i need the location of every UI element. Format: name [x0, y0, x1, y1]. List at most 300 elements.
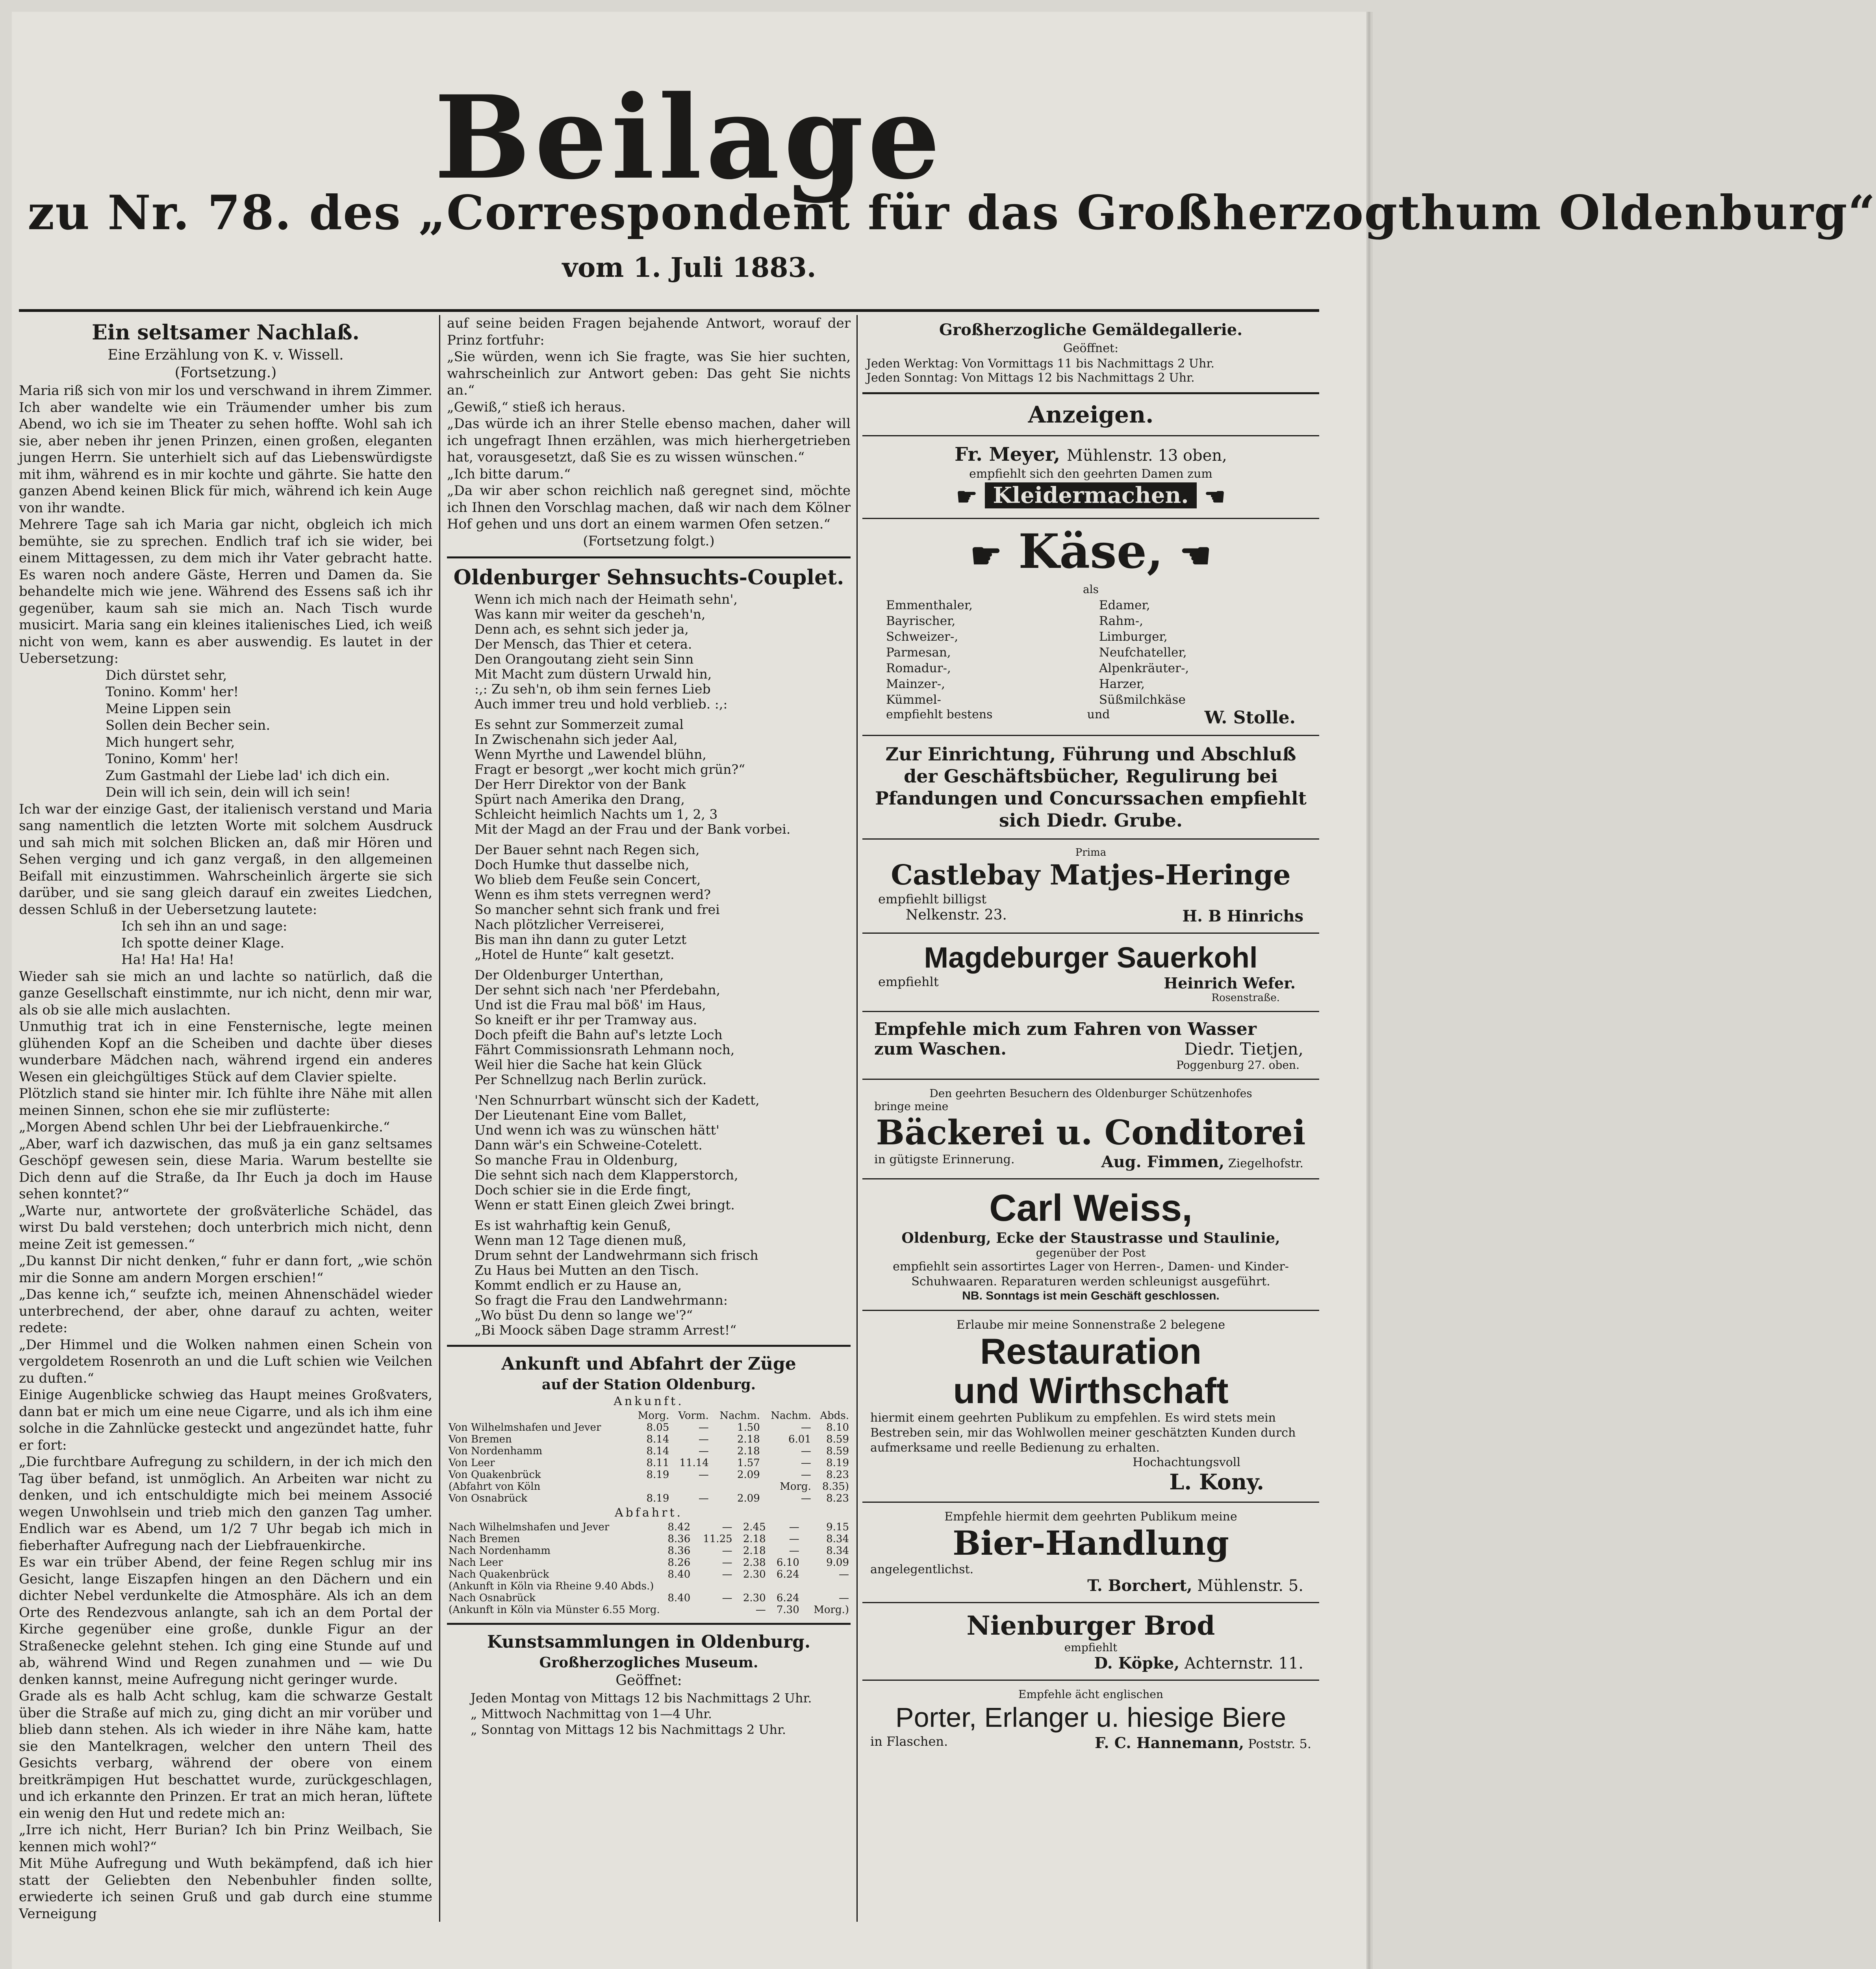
time-cell: 2.18: [737, 1433, 760, 1445]
gallery-title: Großherzogliche Gemäldegallerie.: [939, 321, 1243, 339]
time-cell: —: [755, 1604, 766, 1616]
list-item: Romadur-,: [886, 661, 951, 676]
time-cell: —: [722, 1545, 732, 1557]
verse-line: Wenn es ihm stets verregnen werd?: [475, 887, 711, 902]
verse-line: Doch pfeift die Bahn auf's letzte Loch: [475, 1027, 723, 1042]
story-paragraph: Plötzlich stand sie hinter mir. Ich fühlte ihre Nähe mit allen meinen Sinnen, schon ehe sie mir zuflüsterte:: [19, 1086, 432, 1118]
pointing-hand-left-icon: ☚: [1204, 483, 1225, 511]
time-cell: 1.50: [737, 1422, 760, 1433]
ad-text: hiermit einem geehrten Publikum zu empfehlen. Es wird stets mein Bestreben sein, mir das Wohlwollen meiner geschätzten Kunden durch aufmerksame und reelle Bedienung zu erhalten.: [870, 1411, 1296, 1455]
ad-text: empfiehlt sein assortirtes Lager von Herren-, Damen- und Kinder-Schuhwaaren. Reparaturen werden schleunigst ausgeführt.: [893, 1260, 1289, 1289]
story-paragraph: „Das würde ich an ihrer Stelle ebenso machen, daher will ich ungefragt Ihnen erzählen, was mich hierhergetrieben hat, vorausgesetzt, daß Sie es zu wissen wünschen.“: [447, 416, 851, 465]
verse-line: „Bi Moock säben Dage stramm Arrest!“: [475, 1322, 737, 1338]
departures-label: Abfahrt.: [614, 1506, 683, 1520]
couplet-verse-6: [447, 1218, 851, 1338]
water-ad-text: Empfehle mich zum Fahren von Wasser: [874, 1019, 1257, 1040]
time-cell: 9.15: [826, 1521, 849, 1533]
museum-title: Kunstsammlungen in Oldenburg.: [487, 1632, 811, 1652]
couplet-verse-2: [447, 717, 851, 837]
list-item: Edamer,: [1099, 598, 1150, 613]
restaurant-ad-title: Restauration: [980, 1331, 1202, 1372]
list-item: Mainzer-,: [886, 677, 945, 692]
ad-text: angelegentlichst.: [870, 1563, 974, 1577]
time-cell: 6.01: [788, 1433, 811, 1445]
section-rule: [862, 1011, 1319, 1012]
story-paragraph: „Du kannst Dir nicht denken,“ fuhr er dann fort, „wie schön mir die Sonne am andern Morgen erschien!“: [19, 1253, 432, 1286]
ad-text: bringe meine: [874, 1100, 949, 1113]
column-header: Vorm.: [678, 1410, 709, 1422]
sauerkohl-footer: [862, 974, 1319, 992]
verse-line: Doch schier sie in die Erde fingt,: [475, 1182, 691, 1198]
time-cell: 8.59: [826, 1433, 849, 1445]
hours-line: „ Mittwoch Nachmittag von 1—4 Uhr.: [471, 1706, 712, 1721]
time-cell: —: [698, 1433, 709, 1445]
verse-line: Wenn ich mich nach der Heimath sehn',: [475, 591, 738, 607]
story-paragraph: Wieder sah sie mich an und lachte so natürlich, daß die ganze Gesellschaft einstimmte, nur ich nicht, denn mir war, als ob sie alle mich auslachten.: [19, 968, 432, 1018]
time-cell: —: [801, 1457, 811, 1469]
time-cell: [630, 1481, 671, 1493]
advertiser-name: Diedr. Tietjen,: [1184, 1039, 1303, 1059]
time-cell: —: [839, 1592, 849, 1604]
verse-line: Wo blieb dem Feuße sein Concert,: [475, 872, 701, 887]
time-cell: 8.23: [826, 1493, 849, 1504]
table-row: [447, 1422, 851, 1433]
list-item: Emmenthaler,: [886, 598, 973, 613]
story-paragraph: Es war ein trüber Abend, der feine Regen schlug mir ins Gesicht, lange Eiszapfen hingen an den Dächern und ein dichter Nebel verdunkelte die Atmosphäre. Als ich an dem Orte des Rendezvous anlangte, sah ich an dem Portal der Kirche gegenüber eine große, dunkle Figur an der Straßenecke gelehnt stehen. Ich ging eine Stunde auf und ab, während Wind und Regen zunahmen und — wie Du denken kannst, meine Aufregung nicht geringer wurde.: [19, 1554, 432, 1687]
service-label: Kleidermachen.: [985, 482, 1196, 508]
song-verse-2: [19, 918, 432, 968]
story-paragraph: „Die furchtbare Aufregung zu schildern, in der ich mich den Tag über befand, ist unmöglich. An Arbeiten war nicht zu denken, und ich entschuldigte mich bei meinem Associé wegen Unwohlsein und trieb mich den ganzen Tag umher. Endlich war es Abend, um 1/2 7 Uhr begab ich mich in fieberhafter Aufregung nach der Liebfrauenkirche.: [19, 1454, 432, 1554]
table-row: [447, 1445, 851, 1457]
verse-line: Der Lieutenant Eine vom Ballet,: [475, 1107, 687, 1123]
advertiser-address: Nelkenstr. 23.: [906, 907, 1007, 923]
verse-line: Der sehnt sich nach 'ner Pferdebahn,: [475, 982, 721, 997]
ad-text: empfiehlt sich den geehrten Damen zum: [969, 467, 1212, 481]
verse-line: „Hotel de Hunte“ kalt gesetzt.: [475, 947, 675, 962]
story-paragraph: „Da wir aber schon reichlich naß geregnet sind, möchte ich Ihnen den Vorschlag machen, daß wir nach dem Kölner Hof gehen und uns dort an einem warmen Ofen setzen.“: [447, 483, 851, 532]
verse-line: Der Mensch, das Thier et cetera.: [475, 636, 692, 652]
museum-subtitle: Großherzogliches Museum.: [539, 1654, 758, 1671]
verse-line: Die sehnt sich nach dem Klapperstorch,: [475, 1167, 738, 1183]
verse-line: Mich hungert sehr,: [106, 734, 235, 750]
ad-text: empfiehlt billigst: [878, 892, 987, 907]
verse-line: Und ist die Frau mal böß' im Haus,: [475, 997, 706, 1012]
column-divider-2: [856, 315, 858, 1922]
ad-text: empfiehlt: [1064, 1641, 1118, 1654]
cheese-footer: [862, 708, 1319, 728]
time-cell: 8.10: [826, 1422, 849, 1433]
ad-text: Prima: [1075, 847, 1107, 859]
story-paragraph: „Sie würden, wenn ich Sie fragte, was Sie hier suchten, wahrscheinlich zur Antwort geben: Das geht Sie nichts an.“: [447, 349, 851, 398]
verse-line: 'Nen Schnurrbart wünscht sich der Kadett,: [475, 1092, 760, 1108]
verse-line: So mancher sehnt sich frank und frei: [475, 902, 720, 917]
cheese-list: [862, 597, 1319, 708]
verse-line: Wenn man 12 Tage dienen muß,: [475, 1233, 687, 1248]
ad-note: NB. Sonntags ist mein Geschäft geschlossen.: [962, 1289, 1220, 1303]
time-cell: —: [789, 1521, 799, 1533]
ad-text: in Flaschen.: [870, 1734, 948, 1749]
newspaper-page: [12, 12, 1876, 1969]
section-rule: [862, 1602, 1319, 1603]
station-cell: Nach Wilhelmshafen und Jever: [449, 1521, 610, 1533]
verse-line: Tonino. Komm' her!: [106, 684, 239, 700]
hours-line: Jeden Werktag: Von Vormittags 11 bis Nachmittags 2 Uhr.: [866, 357, 1215, 371]
verse-line: So manche Frau in Oldenburg,: [475, 1152, 678, 1168]
hours-line: „ Sonntag von Mittags 12 bis Nachmittags 2 Uhr.: [471, 1722, 786, 1737]
time-cell: 7.30: [776, 1604, 799, 1616]
verse-line: Dein will ich sein, dein will ich sein!: [106, 784, 351, 800]
time-cell: 8.40: [667, 1592, 691, 1604]
table-row: [447, 1533, 851, 1545]
time-cell: —: [722, 1521, 732, 1533]
time-cell: 8.42: [667, 1521, 691, 1533]
story-paragraph: „Warte nur, antwortete der großväterliche Schädel, das wirst Du bald verstehen; doch unterbrich mich nicht, denn meine Zeit ist gemessen.“: [19, 1203, 432, 1252]
ad-text: Empfehle hiermit dem geehrten Publikum meine: [944, 1510, 1237, 1524]
verse-line: Per Schnellzug nach Berlin zurück.: [475, 1072, 707, 1087]
verse-line: Meine Lippen sein: [106, 701, 231, 717]
table-row: [447, 1580, 851, 1592]
section-rule: [862, 838, 1319, 840]
ad-text: zum Waschen.: [874, 1039, 1007, 1059]
table-row: [447, 1457, 851, 1469]
list-item: Limburger,: [1099, 630, 1168, 644]
pointing-hand-left-icon: ☚: [1179, 535, 1212, 577]
ad-text: und: [1087, 708, 1110, 722]
herring-ad-title: Castlebay Matjes-Heringe: [891, 858, 1291, 892]
story-paragraph: Grade als es halb Acht schlug, kam die schwarze Gestalt über die Straße auf mich zu, ging dicht an mir vorüber und blieb dann stehen. Als ich wieder in ihre Nähe kam, hatte sie den Mantelkragen, welcher den untern Theil des Gesichts verbarg, während der obere von einem breitkrämpigen Hut beschattet wurde, zurückgeschlagen, und ich erkannte den Prinzen. Er trat an mich heran, lüftete ein wenig den Hut und redete mich an:: [19, 1688, 432, 1821]
time-cell: 8.05: [646, 1422, 669, 1433]
ad-text: empfiehlt: [878, 974, 939, 990]
list-item: Kümmel-: [886, 693, 941, 707]
time-cell: —: [839, 1569, 849, 1580]
bread-footer: [862, 1654, 1319, 1672]
sauerkohl-ad-title: Magdeburger Sauerkohl: [924, 941, 1258, 974]
table-row: [447, 1569, 851, 1580]
time-cell: 8.11: [646, 1457, 669, 1469]
hours-line: Jeden Montag von Mittags 12 bis Nachmittags 2 Uhr.: [471, 1691, 812, 1706]
gallery-hours: [862, 357, 1319, 385]
column-divider-1: [439, 315, 440, 1922]
verse-line: So fragt die Frau den Landwehrmann:: [475, 1292, 728, 1308]
section-rule: [447, 1345, 851, 1347]
advertiser-address: Poggenburg 27. oben.: [1176, 1059, 1299, 1072]
story-paragraph: „Morgen Abend schlen Uhr bei der Liebfrauenkirche.“: [19, 1119, 390, 1135]
section-rule: [862, 392, 1319, 394]
verse-line: Der Herr Direktor von der Bank: [475, 777, 686, 792]
time-cell: [671, 1481, 710, 1493]
advertiser-address: Ziegelhofstr.: [1228, 1157, 1303, 1171]
time-cell: 8.59: [826, 1445, 849, 1457]
advertiser-name: T. Borchert,: [1087, 1576, 1192, 1595]
time-cell: 2.45: [743, 1521, 766, 1533]
advertisement-column: [862, 315, 1319, 1752]
verse-line: Wenn Myrthe und Lawendel blühn,: [475, 747, 706, 762]
departures-table: [447, 1521, 851, 1616]
advertiser-name: H. B Hinrichs: [1182, 907, 1303, 926]
verse-line: Dann wär's ein Schweine-Cotelett.: [475, 1137, 703, 1153]
verse-line: Denn ach, es sehnt sich jeder ja,: [475, 621, 689, 637]
verse-line: Den Orangoutang zieht sein Sinn: [475, 651, 694, 667]
meyer-ad: [862, 443, 1319, 465]
time-cell: 2.09: [737, 1469, 760, 1481]
verse-line: Zu Haus bei Mutten an den Tisch.: [475, 1263, 699, 1278]
bakery-ad-title: Bäckerei u. Conditorei: [876, 1113, 1306, 1153]
table-row: [447, 1604, 851, 1616]
time-cell: 2.09: [737, 1493, 760, 1504]
time-cell: 2.18: [737, 1445, 760, 1457]
story-column: [19, 315, 432, 1922]
table-row: [447, 1493, 851, 1504]
story-paragraph: Maria riß sich von mir los und verschwand in ihrem Zimmer. Ich aber wandelte wie ein Träumender umher bis zum Abend, wo ich sie im Theater zu sehen hoffte. Wohl sah ich sie, aber neben ihr jenen Prinzen, einen großen, eleganten jungen Herrn. Sie unterhielt sich auf das Liebenswürdigste mit ihm, während es in mir kochte und gährte. Sie hatte den ganzen Abend keinen Blick für mich, während ich kein Auge von ihr wandte.: [19, 383, 432, 516]
story-paragraph: „Ich bitte darum.“: [447, 466, 571, 482]
table-row: [447, 1557, 851, 1569]
time-cell: 6.24: [776, 1569, 799, 1580]
story-paragraph: Mehrere Tage sah ich Maria gar nicht, obgleich ich mich bemühte, sie zu sprechen. Endlich traf ich sie wider, bei einem Mittagessen, zu dem mich ihr Vater gebracht hatte. Es waren noch andere Gäste, Herren und Damen da. Sie behandelte mich wie jene. Während des Essens saß ich ihr gegenüber, kaum sah sie mich an. Nach Tisch wurde musicirt. Maria sang ein kleines italienisches Lied, ich weiß nicht von wem, kann es aber auswendig. Es lautet in der Uebersetzung:: [19, 517, 432, 666]
cheese-list-right: [1099, 597, 1296, 708]
couplet-verse-3: [447, 842, 851, 962]
advertiser-name: D. Köpke,: [1094, 1654, 1180, 1673]
time-cell: —: [801, 1469, 811, 1481]
time-cell: 2.18: [743, 1545, 766, 1557]
verse-line: Kommt endlich er zu Hause an,: [475, 1277, 682, 1293]
ad-text: empfiehlt bestens: [886, 708, 993, 722]
story-paragraph: „Das kenne ich,“ seufzte ich, meinen Ahnenschädel wieder unterbrechend, der aber, ohne darauf zu achten, weiter redete:: [19, 1287, 432, 1336]
station-cell: (Ankunft in Köln via Münster 6.55 Morg.: [449, 1604, 660, 1616]
porter-ad-title: Porter, Erlanger u. hiesige Biere: [895, 1702, 1287, 1733]
masthead-title: Beilage: [434, 71, 944, 205]
time-cell: 8.26: [667, 1557, 691, 1569]
station-cell: Von Quakenbrück: [449, 1469, 541, 1481]
station-cell: (Ankunft in Köln via Rheine 9.40 Abds.): [449, 1580, 654, 1592]
section-rule: [862, 1079, 1319, 1080]
verse-line: :,: Zu seh'n, ob ihm sein fernes Lieb: [475, 681, 711, 697]
section-rule: [862, 435, 1319, 436]
couplet-title: Oldenburger Sehnsuchts-Couplet.: [453, 565, 844, 590]
ad-text: in gütigste Erinnerung.: [874, 1153, 1015, 1167]
advertiser-address: Mühlenstr. 13 oben,: [1066, 447, 1227, 465]
list-item: Süßmilchkäse: [1099, 693, 1186, 707]
time-cell: 6.10: [776, 1557, 799, 1569]
water-ad-footer: [862, 1039, 1319, 1059]
verse-line: Bis man ihn dann zu guter Letzt: [475, 932, 687, 947]
time-cell: —: [698, 1493, 709, 1504]
cheese-list-left: [886, 597, 1083, 708]
couplet-verse-4: [447, 968, 851, 1087]
ad-text: gegenüber der Post: [1036, 1246, 1146, 1260]
list-item: Rahm-,: [1099, 614, 1144, 629]
section-rule: [862, 1680, 1319, 1681]
verse-line: Drum sehnt der Landwehrmann sich frisch: [475, 1248, 758, 1263]
column-header: Nachm.: [719, 1410, 760, 1422]
story-byline: Eine Erzählung von K. v. Wissell.: [108, 347, 344, 363]
advertiser-name: Aug. Fimmen,: [1101, 1153, 1225, 1172]
hours-line: Jeden Sonntag: Von Mittags 12 bis Nachmittags 2 Uhr.: [866, 371, 1195, 385]
story-paragraph: „Irre ich nicht, Herr Burian? Ich bin Prinz Weilbach, Sie kennen mich wohl?“: [19, 1822, 432, 1855]
station-cell: Von Nordenhamm: [449, 1445, 543, 1457]
time-cell: 8.14: [646, 1433, 669, 1445]
verse-line: Wenn er statt Einen gleich Zwei bringt.: [475, 1197, 735, 1213]
advertiser-address: Rosenstraße.: [1211, 992, 1280, 1004]
cheese-heading: Käse,: [1018, 524, 1163, 580]
trains-title: Ankunft und Abfahrt der Züge: [501, 1354, 796, 1374]
grube-ad: Zur Einrichtung, Führung und Abschluß der Geschäftsbücher, Regulirung bei Pfandungen und Concurssachen empfiehlt sich Diedr. Grube.: [875, 743, 1307, 831]
verse-line: Ich spotte deiner Klage.: [121, 935, 285, 951]
time-cell: [710, 1481, 762, 1493]
pointing-hand-icon: ☛: [970, 535, 1002, 577]
time-cell: —: [801, 1422, 811, 1433]
story-paragraph: „Der Himmel und die Wolken nahmen einen Schein von vergoldetem Rosenroth an und die Luft schien wie Veilchen zu duften.“: [19, 1337, 432, 1386]
station-cell: Nach Osnabrück: [449, 1592, 536, 1604]
verse-line: Ha! Ha! Ha! Ha!: [121, 952, 234, 968]
herring-footer: [862, 907, 1319, 925]
station-cell: Nach Nordenhamm: [449, 1545, 551, 1557]
time-cell: 8.34: [826, 1533, 849, 1545]
museum-open-label: Geöffnet:: [615, 1672, 682, 1689]
verse-line: Schleicht heimlich Nachts um 1, 2, 3: [475, 807, 718, 822]
time-cell: —: [722, 1592, 732, 1604]
verse-line: Spürt nach Amerika den Drang,: [475, 792, 685, 807]
beer-footer: [862, 1576, 1319, 1595]
time-cell: —: [789, 1533, 799, 1545]
middle-column: [447, 315, 851, 1737]
story-paragraph: Mit Mühe Aufregung und Wuth bekämpfend, daß ich hier statt der Geliebten den Nebenbuhler finden sollte, erwiederte ich seinen Gruß und gab durch eine stumme Verneigung: [19, 1856, 432, 1922]
station-cell: Von Bremen: [449, 1433, 512, 1445]
time-cell: 8.23: [826, 1469, 849, 1481]
masthead-subtitle: zu Nr. 78. des „Correspondent für das Großherzogthum Oldenburg“: [28, 185, 1876, 241]
section-rule: [862, 1502, 1319, 1503]
station-cell: Nach Quakenbrück: [449, 1569, 549, 1580]
time-cell: 8.35): [822, 1481, 849, 1493]
verse-line: Und wenn ich was zu wünschen hätt': [475, 1122, 719, 1138]
section-rule: [862, 735, 1319, 736]
ad-text: als: [1083, 583, 1099, 596]
story-paragraph: Unmuthig trat ich in eine Fensternische, legte meinen glühenden Kopf an die Scheiben und dachte über dieses wunderbare Mädchen nach, während irgend ein anderes Wesen ein gleichgültiges Stück auf dem Clavier spielte.: [19, 1019, 432, 1085]
list-item: Neufchateller,: [1099, 645, 1187, 660]
verse-line: Weil hier die Sache hat kein Glück: [475, 1057, 702, 1072]
time-cell: 8.19: [826, 1457, 849, 1469]
beer-ad-title: Bier-Handlung: [953, 1524, 1229, 1563]
time-cell: 8.14: [646, 1445, 669, 1457]
time-cell: 11.14: [679, 1457, 709, 1469]
station-cell: Von Osnabrück: [449, 1493, 528, 1504]
story-paragraph: „Gewiß,“ stieß ich heraus.: [447, 399, 626, 415]
station-cell: Nach Leer: [449, 1557, 503, 1569]
advertiser-name: L. Kony.: [1169, 1469, 1264, 1495]
verse-line: „Wo büst Du denn so lange we'?“: [475, 1307, 693, 1323]
time-cell: 8.36: [667, 1533, 691, 1545]
ad-text: Hochachtungsvoll: [1133, 1455, 1240, 1470]
verse-line: Doch Humke thut dasselbe nich,: [475, 857, 690, 872]
section-rule: [862, 1178, 1319, 1179]
bread-ad-title: Nienburger Brod: [966, 1610, 1215, 1641]
section-rule: [447, 1623, 851, 1625]
time-cell: Morg.: [780, 1481, 811, 1493]
verse-line: Ich seh ihn an und sage:: [121, 918, 287, 934]
porter-footer: [862, 1734, 1319, 1752]
table-header-row: [447, 1410, 851, 1422]
couplet-verse-1: [447, 592, 851, 712]
story-title: Ein seltsamer Nachlaß.: [92, 321, 360, 345]
time-cell: —: [722, 1557, 732, 1569]
time-cell: 2.38: [743, 1557, 766, 1569]
column-header: Nachm.: [771, 1410, 811, 1422]
time-cell: —: [789, 1545, 799, 1557]
time-cell: 2.18: [743, 1533, 766, 1545]
advertiser-name: F. C. Hannemann,: [1095, 1734, 1244, 1752]
verse-line: Der Bauer sehnt nach Regen sich,: [475, 842, 700, 857]
verse-line: Fährt Commissionsrath Lehmann noch,: [475, 1042, 735, 1057]
story-paragraph: „Aber, warf ich dazwischen, das muß ja ein ganz seltsames Geschöpf gewesen sein, diese Maria. Warum bestellte sie Dich denn auf die Straße, da Ihr Euch ja doch im Hause sehen konntet?“: [19, 1136, 432, 1202]
section-rule: [862, 1310, 1319, 1311]
cheese-ad-title: [862, 526, 1319, 581]
verse-line: Es sehnt zur Sommerzeit zumal: [475, 717, 684, 732]
ads-heading: Anzeigen.: [1028, 401, 1154, 428]
verse-line: Der Oldenburger Unterthan,: [475, 967, 664, 983]
song-verse-1: [19, 667, 432, 801]
time-cell: 11.25: [703, 1533, 732, 1545]
advertiser-address: Achternstr. 11.: [1184, 1654, 1303, 1673]
station-cell: Von Wilhelmshafen und Jever: [449, 1422, 601, 1433]
time-cell: Morg.): [814, 1604, 849, 1616]
list-item: Harzer,: [1099, 677, 1145, 692]
time-cell: 2.30: [743, 1569, 766, 1580]
time-cell: 9.09: [826, 1557, 849, 1569]
verse-line: Es ist wahrhaftig kein Genuß,: [475, 1218, 671, 1233]
pointing-hand-icon: ☛: [956, 483, 977, 511]
list-item: Schweizer-,: [886, 630, 958, 644]
advertiser-address: Poststr. 5.: [1248, 1736, 1311, 1752]
advertiser-address: Oldenburg, Ecke der Staustrasse und Staulinie,: [901, 1230, 1280, 1247]
advertiser-name: Fr. Meyer,: [955, 443, 1060, 465]
restaurant-ad-title: und Wirthschaft: [953, 1371, 1229, 1411]
time-cell: —: [801, 1445, 811, 1457]
arrivals-label: Ankunft.: [614, 1394, 684, 1408]
time-cell: —: [698, 1445, 709, 1457]
verse-line: Was kann mir weiter da gescheh'n,: [475, 606, 706, 622]
table-row: [447, 1433, 851, 1445]
arrivals-table: [447, 1410, 851, 1504]
time-cell: 8.40: [667, 1569, 691, 1580]
to-be-continued: (Fortsetzung folgt.): [583, 533, 715, 549]
verse-line: Zum Gastmahl der Liebe lad' ich dich ein.: [106, 768, 390, 784]
story-paragraph: Ich war der einzige Gast, der italienisch verstand und Maria sang namentlich die letzten Worte mit solchem Ausdruck und sah mich mit solchen Blicken an, daß mir Hören und Sehen verging und ich ganz vergaß, in den allgemeinen Beifall mit einzustimmen. Wahrscheinlich ärgerte sie sich darüber, und sie sang gleich darauf ein zweites Liedchen, dessen Schluß in der Uebersetzung lautete:: [19, 801, 432, 918]
meyer-service: [862, 482, 1319, 511]
time-cell: 8.34: [826, 1545, 849, 1557]
ad-text: Den geehrten Besuchern des Oldenburger Schützenhofes: [929, 1087, 1252, 1100]
time-cell: —: [722, 1569, 732, 1580]
list-item: Bayrischer,: [886, 614, 956, 629]
ad-text: Empfehle ächt englischen: [1018, 1688, 1163, 1701]
story-continuation: (Fortsetzung.): [174, 365, 277, 381]
station-cell: Von Leer: [449, 1457, 495, 1469]
verse-line: Tonino, Komm' her!: [106, 751, 239, 767]
verse-line: Mit Macht zum düstern Urwald hin,: [475, 666, 712, 682]
list-item: Parmesan,: [886, 645, 951, 660]
verse-line: Sollen dein Becher sein.: [106, 718, 271, 733]
verse-line: So kneift er ihr per Tramway aus.: [475, 1012, 697, 1027]
time-cell: —: [698, 1469, 709, 1481]
verse-line: Fragt er besorgt „wer kocht mich grün?“: [475, 762, 745, 777]
list-item: Alpenkräuter-,: [1099, 661, 1189, 676]
story-paragraph: auf seine beiden Fragen bejahende Antwort, worauf der Prinz fortfuhr:: [447, 315, 851, 348]
time-cell: 8.19: [646, 1469, 669, 1481]
column-header: Morg.: [638, 1410, 669, 1422]
station-cell: Nach Bremen: [449, 1533, 520, 1545]
verse-line: In Zwischenahn sich jeder Aal,: [475, 732, 678, 747]
section-rule: [447, 556, 851, 558]
verse-line: Dich dürstet sehr,: [106, 667, 227, 683]
time-cell: —: [698, 1422, 709, 1433]
